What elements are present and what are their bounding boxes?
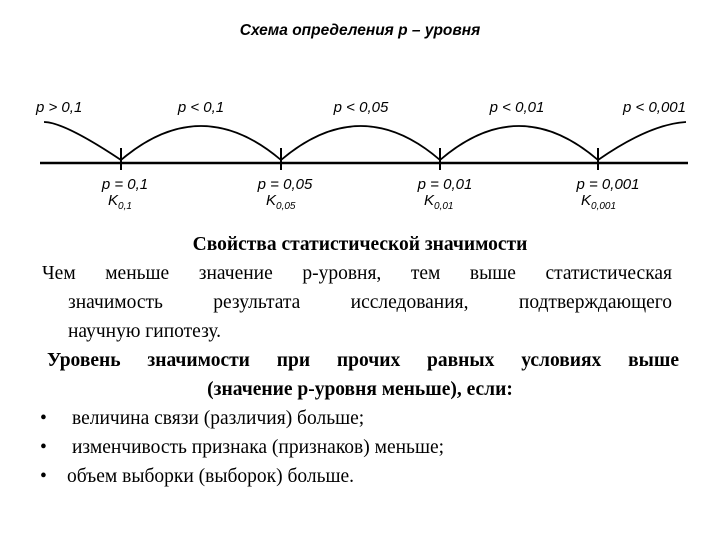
bullet-marker: •: [40, 437, 47, 458]
threshold-label-0-05: p = 0,05: [257, 176, 313, 193]
bullet-item: величина связи (различия) больше;: [72, 408, 365, 429]
paragraph-1-line-1: Чем меньше значение р-уровня, тем выше статистическая: [42, 263, 672, 284]
paragraph-1-line-2: значимость результата исследования, подтверждающего: [68, 292, 672, 313]
properties-heading: Свойства статистической значимости: [192, 234, 528, 255]
threshold-label-0-001: p = 0,001: [576, 176, 640, 193]
arc-region-lt-0-01: [440, 126, 598, 160]
arc-region-gt-0-1: [44, 122, 121, 160]
paragraph-2-line-2: (значение р-уровня меньше), если:: [207, 379, 513, 400]
arc-region-lt-0-1: [121, 126, 281, 160]
critical-value-label-0-05: $K_{0,05}$: [266, 192, 296, 212]
threshold-label-0-01: p = 0,01: [417, 176, 473, 193]
critical-value-label-0-01: $K_{0,01}$: [424, 192, 454, 212]
threshold-label-0-1: p = 0,1: [101, 176, 149, 193]
arc-region-lt-0-05: [281, 126, 440, 160]
critical-value-label-0-1: $K_{0,1}$: [108, 192, 132, 212]
region-label-gt-0-1: p > 0,1: [36, 99, 83, 116]
region-label-lt-0-001: p < 0,001: [623, 99, 686, 116]
p-level-scheme-diagram: [0, 0, 720, 230]
bullet-marker: •: [40, 408, 47, 429]
bullet-item: объем выборки (выборок) больше.: [67, 466, 355, 487]
region-label-lt-0-01: p < 0,01: [489, 99, 545, 116]
critical-value-label-0-001: $K_{0,001}$: [581, 192, 617, 212]
region-label-lt-0-05: p < 0,05: [333, 99, 389, 116]
bullet-marker: •: [40, 466, 47, 487]
paragraph-1-line-3: научную гипотезу.: [68, 321, 222, 342]
region-label-lt-0-1: p < 0,1: [177, 99, 225, 116]
scheme-title: Схема определения р – уровня: [239, 22, 481, 39]
arc-region-lt-0-001: [598, 122, 686, 160]
paragraph-2-line-1: Уровень значимости при прочих равных условиях выше: [47, 350, 679, 371]
bullet-item: изменчивость признака (признаков) меньше;: [72, 437, 445, 458]
